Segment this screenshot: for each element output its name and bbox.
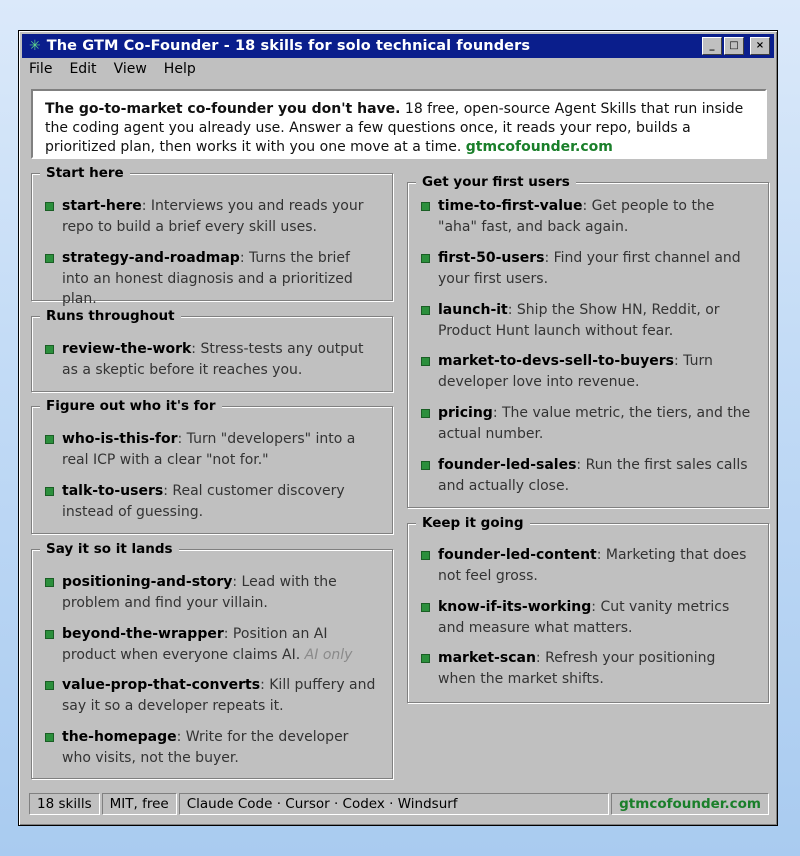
skill-desc: : Turn "developers" into a real ICP with a clear "not for." — [62, 431, 356, 468]
maximize-button[interactable]: □ — [724, 37, 744, 55]
bullet-icon — [421, 357, 430, 366]
bullet-icon — [421, 603, 430, 612]
group-who-for — [31, 398, 393, 534]
skill-desc: : Refresh your positioning when the market shifts. — [438, 650, 716, 687]
status-license: MIT, free — [102, 793, 177, 815]
menu-file[interactable]: File — [29, 61, 53, 77]
minimize-button[interactable]: _ — [702, 37, 722, 55]
skill-desc: : Turn developer love into revenue. — [438, 353, 713, 390]
skill-name: market-scan — [438, 650, 536, 666]
status-bar — [29, 793, 769, 815]
skill-desc: : Marketing that does not feel gross. — [438, 547, 747, 584]
bullet-icon — [45, 733, 54, 742]
group-start-here — [31, 165, 393, 307]
menu-bar — [29, 61, 213, 77]
group-title: Get your first users — [416, 174, 576, 190]
skill-name: the-homepage — [62, 729, 177, 745]
skill-name: first-50-users — [438, 250, 545, 266]
skill-name: market-to-devs-sell-to-buyers — [438, 353, 674, 369]
skill-name: founder-led-content — [438, 547, 597, 563]
group-first-users — [407, 174, 769, 508]
bullet-icon — [45, 578, 54, 587]
bullet-icon — [45, 487, 54, 496]
skill-desc: : Turns the brief into an honest diagnosis and a prioritized plan. — [62, 250, 353, 307]
group-keep-going — [407, 515, 769, 703]
skill-desc: : Write for the developer who visits, not the buyer. — [62, 729, 349, 766]
bullet-icon — [45, 435, 54, 444]
group-title: Keep it going — [416, 515, 530, 531]
group-title: Figure out who it's for — [40, 398, 222, 414]
group-title: Say it so it lands — [40, 541, 179, 557]
skill-name: time-to-first-value — [438, 198, 583, 214]
window-controls — [702, 37, 770, 55]
status-link[interactable]: gtmcofounder.com — [611, 793, 769, 815]
skill-name: who-is-this-for — [62, 431, 178, 447]
menu-help[interactable]: Help — [163, 61, 196, 77]
skill-name: launch-it — [438, 302, 508, 318]
skill-desc: : Kill puffery and say it so a developer repeats it. — [62, 677, 376, 714]
close-button[interactable]: × — [750, 37, 770, 55]
skill-desc: : Lead with the problem and find your villain. — [62, 574, 337, 611]
bullet-icon — [45, 202, 54, 211]
skill-desc: : Get people to the "aha" fast, and back again. — [438, 198, 715, 235]
bullet-icon — [45, 345, 54, 354]
bullet-icon — [45, 630, 54, 639]
bullet-icon — [421, 254, 430, 263]
group-say-it — [31, 541, 393, 779]
intro-panel — [31, 89, 767, 159]
bullet-icon — [45, 254, 54, 263]
group-title: Runs throughout — [40, 308, 181, 324]
group-title: Start here — [40, 165, 130, 181]
skill-desc: : Cut vanity metrics and measure what matters. — [438, 599, 730, 636]
bullet-icon — [421, 551, 430, 560]
menu-view[interactable]: View — [113, 61, 147, 77]
skill-desc: : The value metric, the tiers, and the actual number. — [438, 405, 751, 442]
skill-desc: : Real customer discovery instead of guessing. — [62, 483, 345, 520]
intro-lead: The go-to-market co-founder you don't have. — [45, 101, 401, 117]
skill-desc: : Stress-tests any output as a skeptic before it reaches you. — [62, 341, 364, 378]
skill-desc: : Find your first channel and your first users. — [438, 250, 741, 287]
skill-name: pricing — [438, 405, 493, 421]
status-agents: Claude Code · Cursor · Codex · Windsurf — [179, 793, 609, 815]
skill-name: positioning-and-story — [62, 574, 233, 590]
app-icon: ✳ — [29, 38, 41, 54]
skill-name: founder-led-sales — [438, 457, 577, 473]
intro-body: 18 free, open-source Agent Skills that run inside the coding agent you already use. Answer a few questions once, it reads your repo, builds a prioritized plan, then works it with you one move at a time. — [45, 101, 744, 155]
app-window — [18, 30, 778, 826]
window-title: The GTM Co-Founder - 18 skills for solo technical founders — [46, 38, 531, 54]
skill-name: start-here — [62, 198, 142, 214]
skill-name: review-the-work — [62, 341, 192, 357]
intro-link[interactable]: gtmcofounder.com — [465, 139, 613, 155]
bullet-icon — [421, 306, 430, 315]
bullet-icon — [421, 409, 430, 418]
skill-name: beyond-the-wrapper — [62, 626, 224, 642]
skill-desc: : Ship the Show HN, Reddit, or Product Hunt launch without fear. — [438, 302, 720, 339]
bullet-icon — [421, 654, 430, 663]
bullet-icon — [421, 202, 430, 211]
status-skill-count: 18 skills — [29, 793, 100, 815]
menu-edit[interactable]: Edit — [69, 61, 97, 77]
title-bar[interactable] — [22, 34, 774, 58]
skill-name: value-prop-that-converts — [62, 677, 261, 693]
skill-desc: : Run the first sales calls and actually close. — [438, 457, 748, 494]
skill-name: know-if-its-working — [438, 599, 592, 615]
bullet-icon — [421, 461, 430, 470]
group-runs-throughout — [31, 308, 393, 392]
skill-name: talk-to-users — [62, 483, 164, 499]
skill-note: AI only — [304, 646, 353, 663]
skill-desc: : Interviews you and reads your repo to build a brief every skill uses. — [62, 198, 364, 235]
skill-name: strategy-and-roadmap — [62, 250, 240, 266]
bullet-icon — [45, 681, 54, 690]
skill-desc: : Position an AI product when everyone claims AI. — [62, 626, 328, 663]
